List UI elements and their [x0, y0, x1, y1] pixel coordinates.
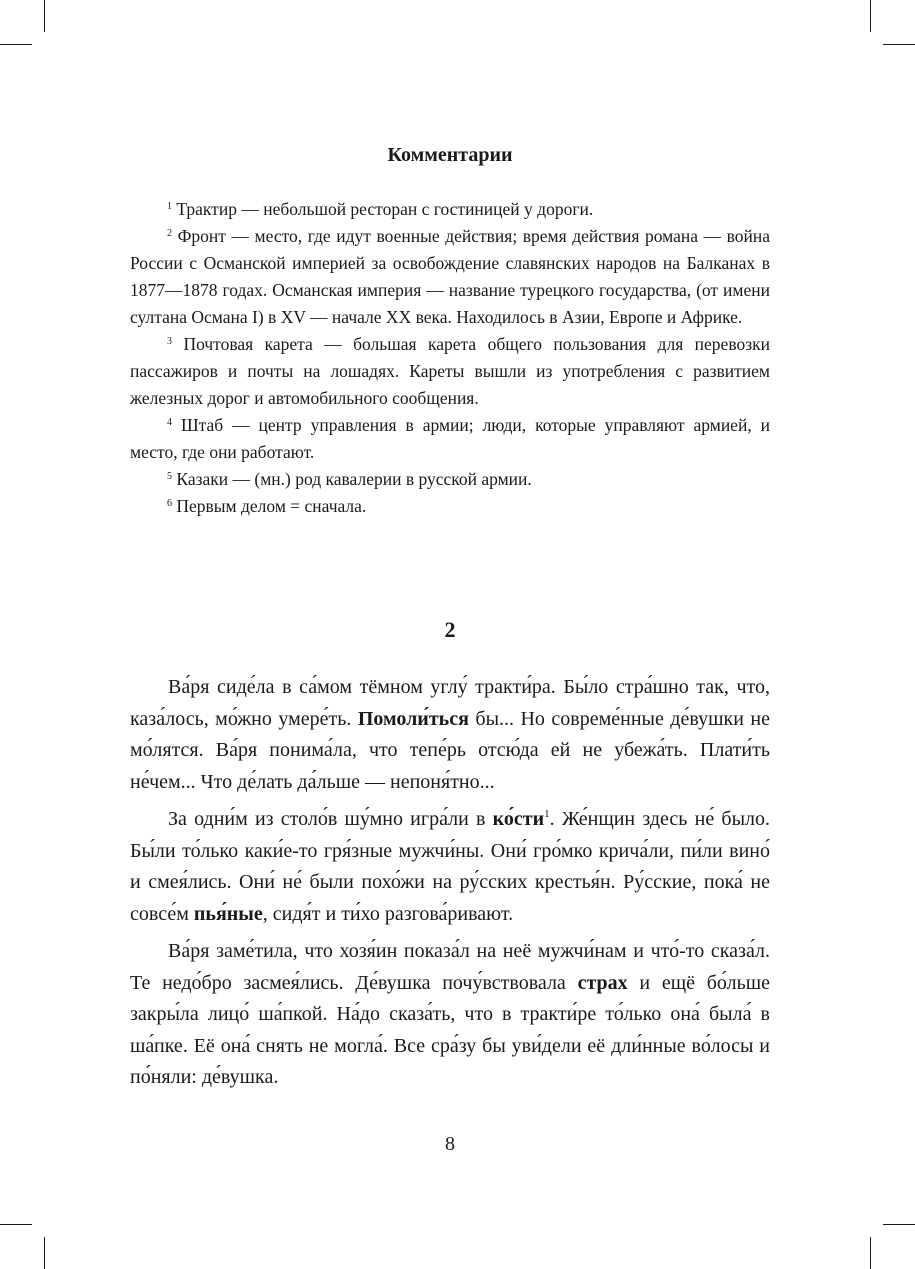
footnote	[130, 466, 770, 493]
footnote-text: Трактир — небольшой ресторан с гостиницей у дороги.	[176, 199, 594, 219]
paragraph-text: , сидя́т и ти́хо разгова́ривают.	[262, 902, 514, 925]
crop-mark-bottom-right	[870, 1237, 871, 1269]
paragraph	[130, 804, 770, 930]
footnote-number: 4	[167, 417, 172, 428]
footnote	[130, 412, 770, 466]
footnote-text: Фронт — место, где идут военные действия; время действия романа — война России с Османской империей за освобождение славянских народов на Балканах в 1877—1878 годах. Османская империя — название турецкого государства, (от имени султана Османа I) в XV — начале XX века. Находилось в Азии, Европе и Африке.	[130, 226, 771, 327]
footnotes-list	[130, 196, 770, 520]
crop-mark-top-right	[870, 0, 871, 32]
bold-word: Помоли́ться	[357, 707, 469, 730]
paragraph-text: За одни́м из столо́в шу́мно игра́ли в	[168, 808, 493, 830]
footnote-number: 2	[167, 228, 172, 239]
paragraph-text: и ещё бо́льше закры́ла лицо́ ша́пкой. На́до сказа́ть, что в тракти́ре то́лько она́ была́ в ша́пке. Её она́ снять не могла́. Все сра́зу бы уви́дели её дли́нные во́лосы и по́няли: де́вушка.	[130, 971, 770, 1088]
footnote	[130, 223, 770, 331]
footnote-number: 1	[167, 201, 172, 212]
page-number: 8	[445, 1133, 455, 1155]
footnote-text: Почтовая карета — большая карета общего пользования для перевозки пассажиров и почты на лошадях. Кареты вышли из употребления с развитием железных дорог и автомобильного сообщения.	[130, 334, 771, 408]
chapter-body	[130, 672, 770, 1100]
paragraph	[130, 672, 770, 798]
footnote-number: 5	[167, 471, 172, 482]
crop-mark-top-left-h	[0, 44, 32, 45]
footnote	[130, 196, 770, 223]
crop-mark-top-left	[44, 0, 45, 32]
footnote-reference: 1	[544, 808, 550, 820]
paragraph-text: Ва́ря заме́тила, что хозя́ин показа́л на неё мужчи́нам и что́-то сказа́л. Те недо́бро засмея́лись. Де́вушка почу́вствовала	[130, 940, 770, 994]
bold-word: пья́ные	[193, 902, 263, 925]
footnote-text: Казаки — (мн.) род кавалерии в русской армии.	[176, 469, 532, 489]
bold-word: страх	[577, 971, 628, 994]
footnote-text: Штаб — центр управления в армии; люди, которые управляют армией, и место, где они работают.	[130, 415, 771, 462]
paragraph-text: Ва́ря сиде́ла в са́мом тёмном углу́ тракти́ра. Бы́ло стра́шно так, что, каза́лось, мо́жно умере́ть.	[130, 676, 770, 730]
paragraph-text: . Же́нщин здесь не́ было. Бы́ли то́лько каки́е-то гря́зные мужчи́ны. Они́ гро́мко крича́ли, пи́ли вино́ и смея́лись. Они́ не́ были похо́жи на ру́сских крестья́н. Ру́сские, пока́ не совсе́м	[130, 808, 770, 925]
crop-mark-bottom-left-h	[0, 1224, 32, 1225]
crop-mark-bottom-left	[44, 1237, 45, 1269]
footnote	[130, 331, 770, 412]
footnote	[130, 493, 770, 520]
crop-mark-bottom-right-h	[883, 1224, 915, 1225]
footnote-text: Первым делом = сначала.	[176, 496, 367, 516]
chapter-number: 2	[444, 617, 456, 642]
paragraph-text: бы... Но совреме́нные де́вушки не мо́лятся. Ва́ря понима́ла, что тепе́рь отсю́да ей не убежа́ть. Плати́ть не́чем... Что де́лать да́льше — непоня́тно...	[130, 707, 770, 793]
footnote-number: 6	[167, 498, 172, 509]
paragraph	[130, 936, 770, 1094]
footnote-number: 3	[167, 336, 172, 347]
comments-title: Комментарии	[387, 144, 513, 166]
bold-word: ко́сти	[492, 808, 545, 830]
crop-mark-top-right-h	[883, 44, 915, 45]
